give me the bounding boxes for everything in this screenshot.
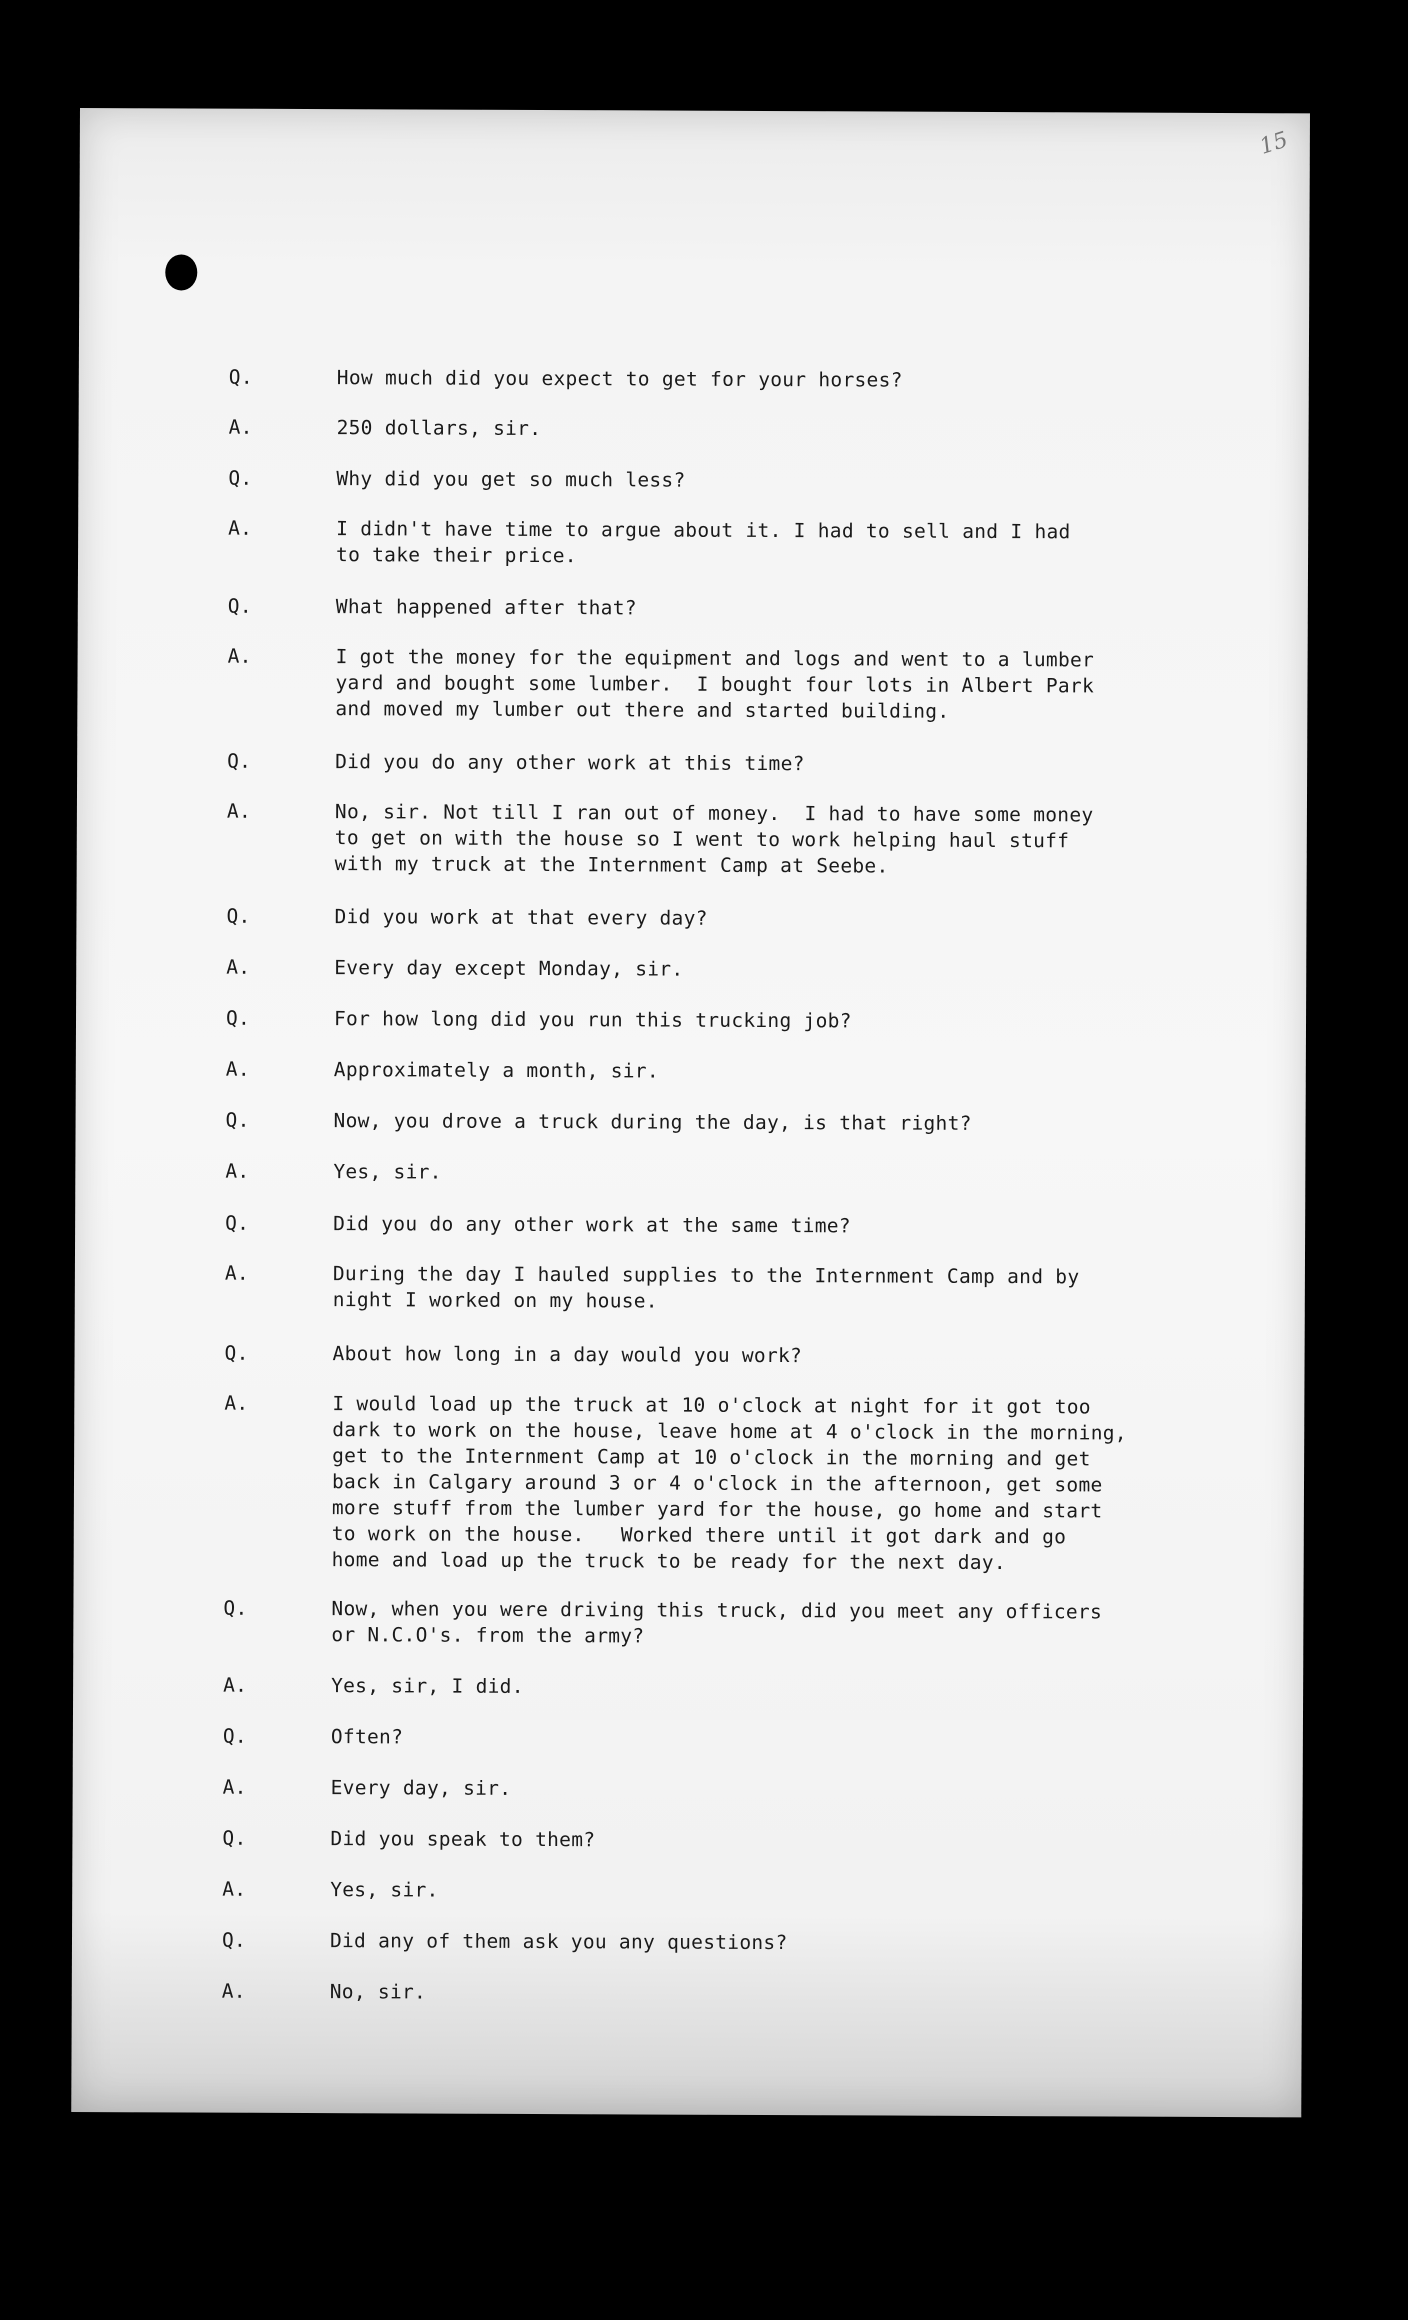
qa-tag: Q.	[224, 1341, 249, 1365]
qa-entry	[223, 1775, 1223, 1805]
qa-entry	[226, 1108, 1226, 1138]
qa-tag: A.	[226, 955, 251, 979]
qa-text: I didn't have time to argue about it. I had to sell and I had to take their price.	[336, 517, 1071, 568]
qa-text: Every day, sir.	[330, 1776, 512, 1800]
qa-tag: A.	[224, 1391, 249, 1415]
qa-entry	[227, 749, 1227, 779]
qa-tag: A.	[225, 1159, 250, 1183]
qa-entry	[227, 799, 1227, 881]
qa-tag: Q.	[225, 1211, 250, 1235]
qa-entry	[226, 904, 1226, 934]
qa-text: Did you speak to them?	[330, 1827, 596, 1852]
qa-text: How much did you expect to get for your horses?	[336, 366, 903, 392]
qa-tag: Q.	[225, 1108, 250, 1132]
qa-tag: A.	[228, 415, 253, 439]
qa-entry	[226, 1057, 1226, 1087]
qa-entry	[228, 516, 1228, 572]
punch-hole-mark	[165, 254, 197, 290]
qa-text: Did you do any other work at this time?	[335, 750, 805, 776]
qa-tag: A.	[226, 799, 252, 823]
qa-text: Every day except Monday, sir.	[334, 956, 684, 981]
qa-entry	[225, 1261, 1225, 1317]
qa-entry	[223, 1724, 1223, 1754]
qa-text: 250 dollars, sir.	[336, 416, 542, 441]
qa-text: Why did you get so much less?	[336, 467, 686, 492]
qa-text: About how long in a day would you work?	[332, 1342, 803, 1368]
qa-tag: Q.	[227, 749, 252, 773]
qa-entry	[223, 1673, 1223, 1703]
qa-text: During the day I hauled supplies to the Internment Camp and by night I worked on my house.	[332, 1262, 1080, 1313]
qa-text: Did any of them ask you any questions?	[329, 1929, 788, 1955]
qa-entry	[223, 1596, 1223, 1652]
qa-entry	[227, 644, 1227, 726]
qa-entry	[226, 955, 1226, 985]
qa-entry	[225, 1341, 1225, 1371]
qa-text: Approximately a month, sir.	[333, 1058, 659, 1083]
qa-tag: A.	[225, 1057, 250, 1081]
qa-tag: A.	[221, 1979, 246, 2003]
qa-entry	[228, 594, 1228, 624]
qa-entry	[222, 1979, 1222, 2009]
qa-text: Did you work at that every day?	[334, 905, 708, 930]
qa-tag: A.	[224, 1261, 250, 1285]
qa-text: No, sir. Not till I ran out of money. I had to have some money to get on with the house so I went to work helping haul stuff with my truck at the Internment Camp at Seebe.	[334, 800, 1094, 878]
qa-text: Now, when you were driving this truck, did you meet any officers or N.C.O's. from the army?	[331, 1597, 1103, 1648]
qa-tag: A.	[222, 1877, 247, 1901]
qa-entry	[225, 1159, 1225, 1189]
qa-text: No, sir.	[329, 1980, 427, 2004]
qa-entry	[229, 415, 1229, 445]
qa-text: Often?	[330, 1725, 404, 1749]
qa-entry	[225, 1211, 1225, 1241]
qa-text: Yes, sir, I did.	[331, 1674, 524, 1698]
qa-text: Yes, sir.	[333, 1160, 442, 1184]
qa-tag: Q.	[223, 1596, 248, 1620]
qa-tag: Q.	[225, 1006, 251, 1030]
qa-tag: Q.	[221, 1928, 247, 1952]
qa-entry	[228, 466, 1228, 496]
qa-text: I would load up the truck at 10 o'clock at night for it got too dark to work on the house, leave home at 4 o'clock in the morning, get to the Internment Camp at 10 o'clock in the morning and get back in Calgary around 3 or 4 o'clock in the afternoon, get some more stuff from the lumber yard for the house, go home and start to work on the house. Worked there until it got dark and go home and load up the truck to be ready for the next day.	[331, 1392, 1127, 1575]
qa-text: Now, you drove a truck during the day, is that right?	[333, 1109, 972, 1135]
qa-tag: A.	[227, 644, 252, 668]
qa-text: Yes, sir.	[330, 1878, 439, 1902]
qa-tag: Q.	[222, 1826, 247, 1850]
qa-entry	[222, 1928, 1222, 1958]
qa-tag: Q.	[227, 594, 252, 618]
page-number-mark: 15	[1256, 127, 1291, 160]
qa-entry	[222, 1877, 1222, 1907]
qa-entry	[224, 1391, 1225, 1577]
qa-text: For how long did you run this trucking job?	[333, 1007, 852, 1033]
qa-text: Did you do any other work at the same time?	[333, 1212, 851, 1238]
qa-entry	[222, 1826, 1222, 1856]
qa-text: I got the money for the equipment and logs and went to a lumber yard and bought some lumber. I bought four lots in Albert Park and moved my lumber out there and started building.	[335, 645, 1095, 723]
qa-tag: A.	[222, 1775, 247, 1799]
qa-entry	[226, 1006, 1226, 1036]
qa-text: What happened after that?	[335, 595, 637, 620]
qa-entry	[229, 365, 1229, 395]
qa-tag: A.	[228, 516, 253, 540]
qa-tag: Q.	[228, 466, 253, 490]
qa-tag: Q.	[222, 1724, 248, 1748]
qa-tag: Q.	[228, 365, 253, 389]
typed-transcript-page	[71, 108, 1310, 2117]
qa-tag: Q.	[226, 904, 251, 928]
qa-tag: A.	[223, 1673, 248, 1697]
